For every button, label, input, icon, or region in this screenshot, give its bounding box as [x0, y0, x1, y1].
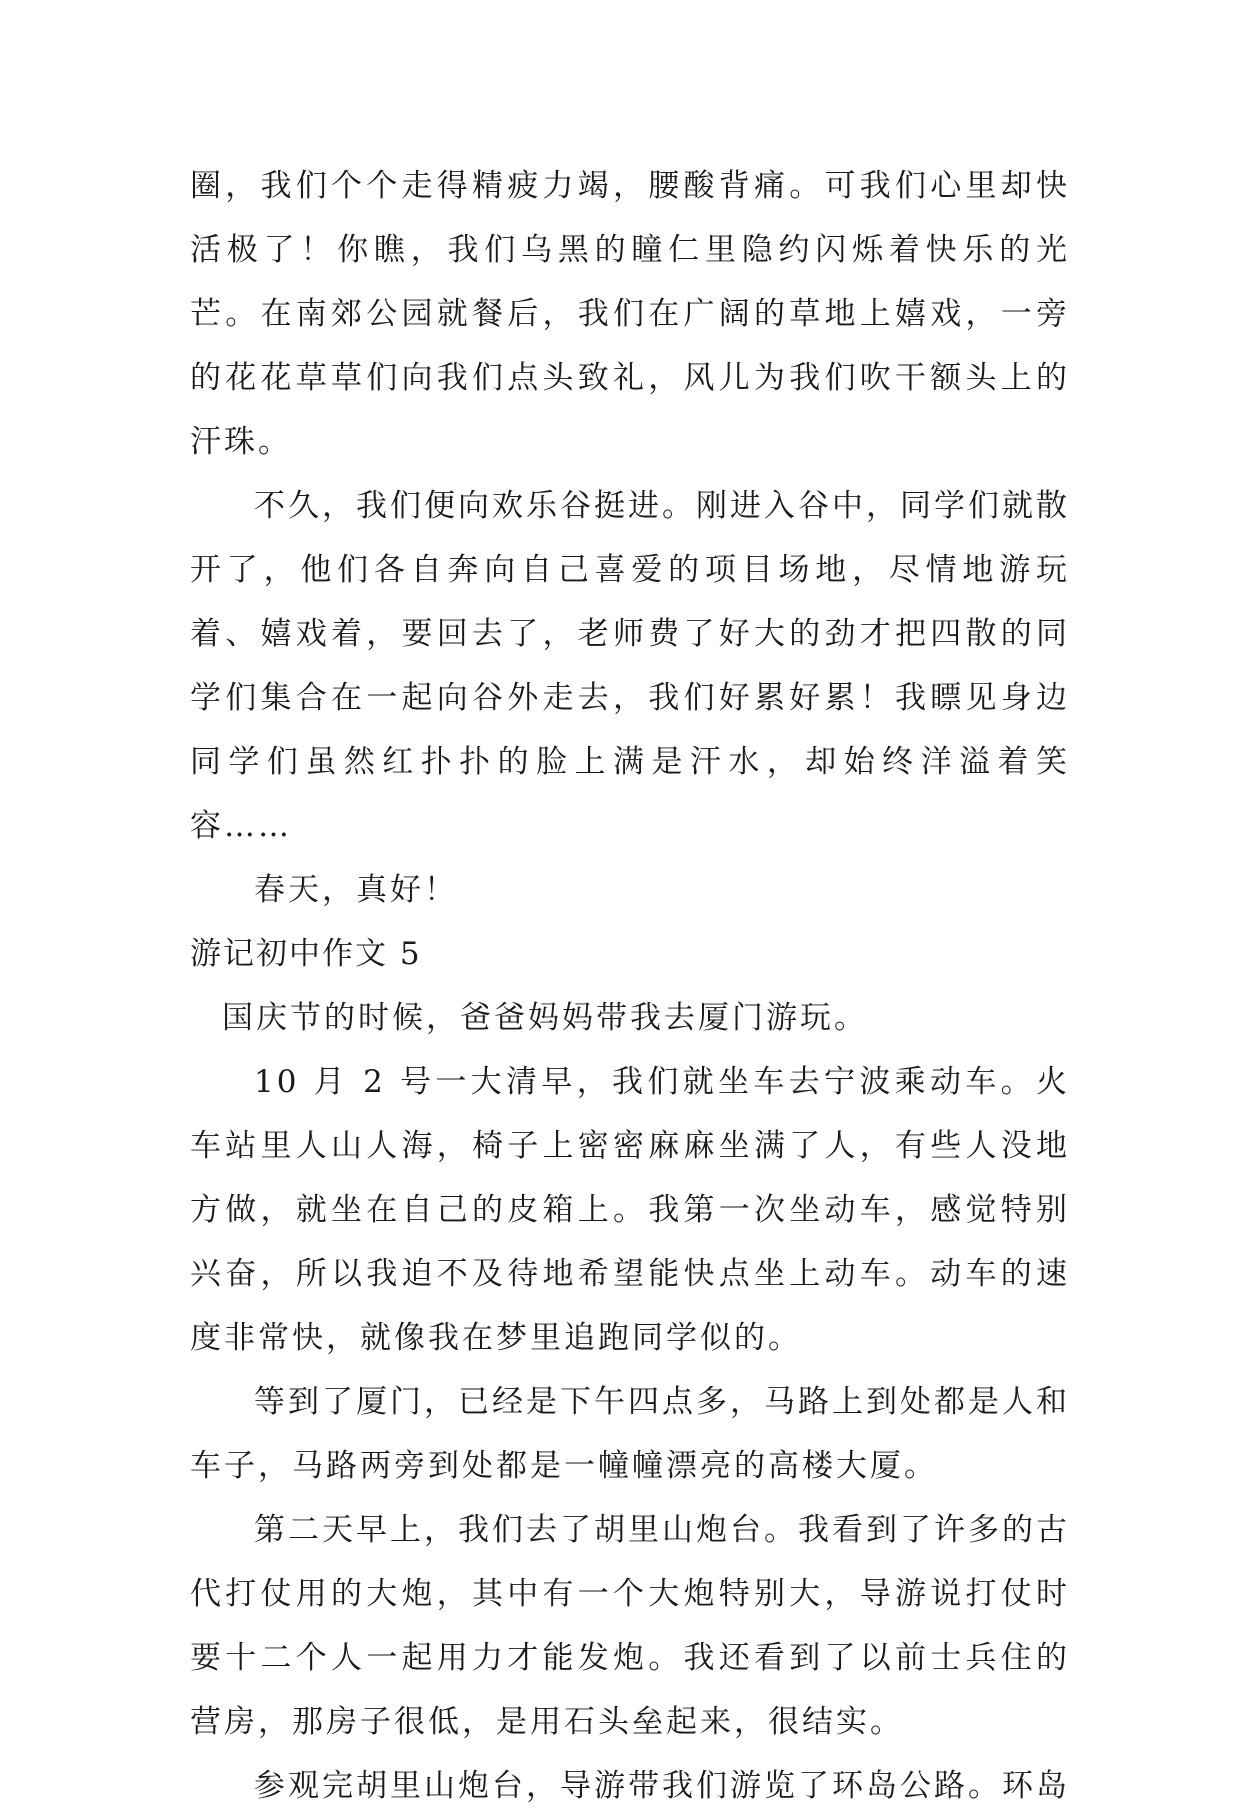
paragraph-spring-good: 春天，真好！	[254, 872, 458, 908]
paragraph-national-day: 国庆节的时候，爸爸妈妈带我去厦门游玩。	[222, 1000, 868, 1036]
document-body	[190, 154, 1070, 1818]
paragraph-arrival: 等到了厦门，已经是下午四点多，马路上到处都是人和车子，马路两旁到处都是一幢幢漂亮的高楼大厦。	[190, 1384, 1070, 1484]
paragraph-happy-valley: 不久，我们便向欢乐谷挺进。刚进入谷中，同学们就散开了，他们各自奔向自己喜爱的项目场地，尽情地游玩着、嬉戏着，要回去了，老师费了好大的劲才把四散的同学们集合在一起向谷外走去，我们好累好累！我瞟见身边同学们虽然红扑扑的脸上满是汗水，却始终洋溢着笑容……	[190, 488, 1070, 844]
paragraph-train: 10 月 2 号一大清早，我们就坐车去宁波乘动车。火车站里人山人海，椅子上密密麻麻坐满了人，有些人没地方做，就坐在自己的皮箱上。我第一次坐动车，感觉特别兴奋，所以我迫不及待地希望能快点坐上动车。动车的速度非常快，就像我在梦里追跑同学似的。	[190, 1064, 1070, 1356]
paragraph-continued: 圈，我们个个走得精疲力竭，腰酸背痛。可我们心里却快活极了！你瞧，我们乌黑的瞳仁里隐约闪烁着快乐的光芒。在南郊公园就餐后，我们在广阔的草地上嬉戏，一旁的花花草草们向我们点头致礼，风儿为我们吹干额头上的汗珠。	[190, 168, 1070, 460]
paragraph-island-road: 参观完胡里山炮台，导游带我们游览了环岛公路。环岛	[254, 1768, 1070, 1804]
section-heading: 游记初中作文 5	[190, 936, 422, 972]
paragraph-fort: 第二天早上，我们去了胡里山炮台。我看到了许多的古代打仗用的大炮，其中有一个大炮特别大，导游说打仗时要十二个人一起用力才能发炮。我还看到了以前士兵住的营房，那房子很低，是用石头垒起来，很结实。	[190, 1512, 1070, 1740]
